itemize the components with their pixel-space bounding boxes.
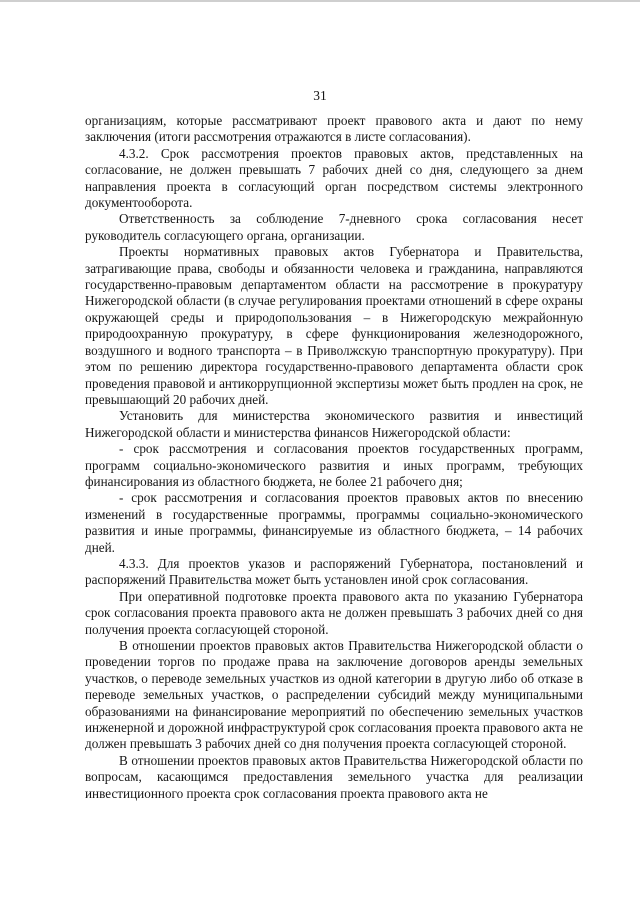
scan-edge — [0, 0, 640, 2]
document-body — [85, 113, 583, 802]
paragraph-land-plots: В отношении проектов правовых актов Правительства Нижегородской области о проведении торгов по продаже права на заключение договоров аренды земельных участков, о переводе земельных участков из одной категории в другую либо об отказе в переводе земельных участков, о распределении субсидий между муниципальными образованиями на финансирование мероприятий по обеспечению земельных участков инженерной и дорожной инфраструктурой срок согласования проекта правового акта не должен превышать 3 рабочих дней со дня получения проекта согласующей стороной. — [85, 638, 583, 752]
page-number: 31 — [313, 88, 327, 103]
paragraph-urgent: При оперативной подготовке проекта правового акта по указанию Губернатора срок согласования проекта правового акта не должен превышать 3 рабочих дней со дня получения проекта согласующей стороной. — [85, 588, 583, 637]
list-item-amendments: - срок рассмотрения и согласования проектов правовых актов по внесению изменений в государственные программы, программы социально-экономического развития и иные программы, финансируемые из областного бюджета, – 14 рабочих дней. — [85, 490, 583, 555]
paragraph-responsibility: Ответственность за соблюдение 7-дневного срока согласования несет руководитель согласующего органа, организации. — [85, 211, 583, 243]
paragraph-investment: В отношении проектов правовых актов Правительства Нижегородской области по вопросам, касающимся предоставления земельного участка для реализации инвестиционного проекта срок согласования проекта правового акта не — [85, 752, 583, 801]
paragraph-4-3-2: 4.3.2. Срок рассмотрения проектов правовых актов, представленных на согласование, не должен превышать 7 рабочих дней со дня, следующего за днем направления проекта в согласующий орган посредством системы электронного документооборота. — [85, 145, 583, 211]
paragraph-continuation: организациям, которые рассматривают проект правового акта и дают по нему заключения (итоги рассмотрения отражаются в листе согласования). — [85, 113, 583, 145]
paragraph-prosecutor-review: Проекты нормативных правовых актов Губернатора и Правительства, затрагивающие права, свободы и обязанности человека и гражданина, направляются государственно-правовым департаментом области на рассмотрение в прокуратуру Нижегородской области (в случае регулирования проектами отношений в сфере охраны окружающей среды и природопользования – в Нижегородскую межрайонную природоохранную прокуратуру, в сфере функционирования железнодорожного, воздушного и водного транспорта – в Приволжскую транспортную прокуратуру). При этом по решению директора государственно-правового департамента области срок проведения правовой и антикоррупционной экспертизы может быть продлен на срок, не превышающий 20 рабочих дней. — [85, 244, 583, 407]
paragraph-ministries: Установить для министерства экономического развития и инвестиций Нижегородской области и министерства финансов Нижегородской области: — [85, 408, 583, 440]
list-item-programs: - срок рассмотрения и согласования проектов государственных программ, программ социально-экономического развития и иных программ, требующих финансирования из областного бюджета, не более 21 рабочего дня; — [85, 441, 583, 489]
paragraph-4-3-3: 4.3.3. Для проектов указов и распоряжений Губернатора, постановлений и распоряжений Правительства может быть установлен иной срок согласования. — [85, 555, 583, 588]
